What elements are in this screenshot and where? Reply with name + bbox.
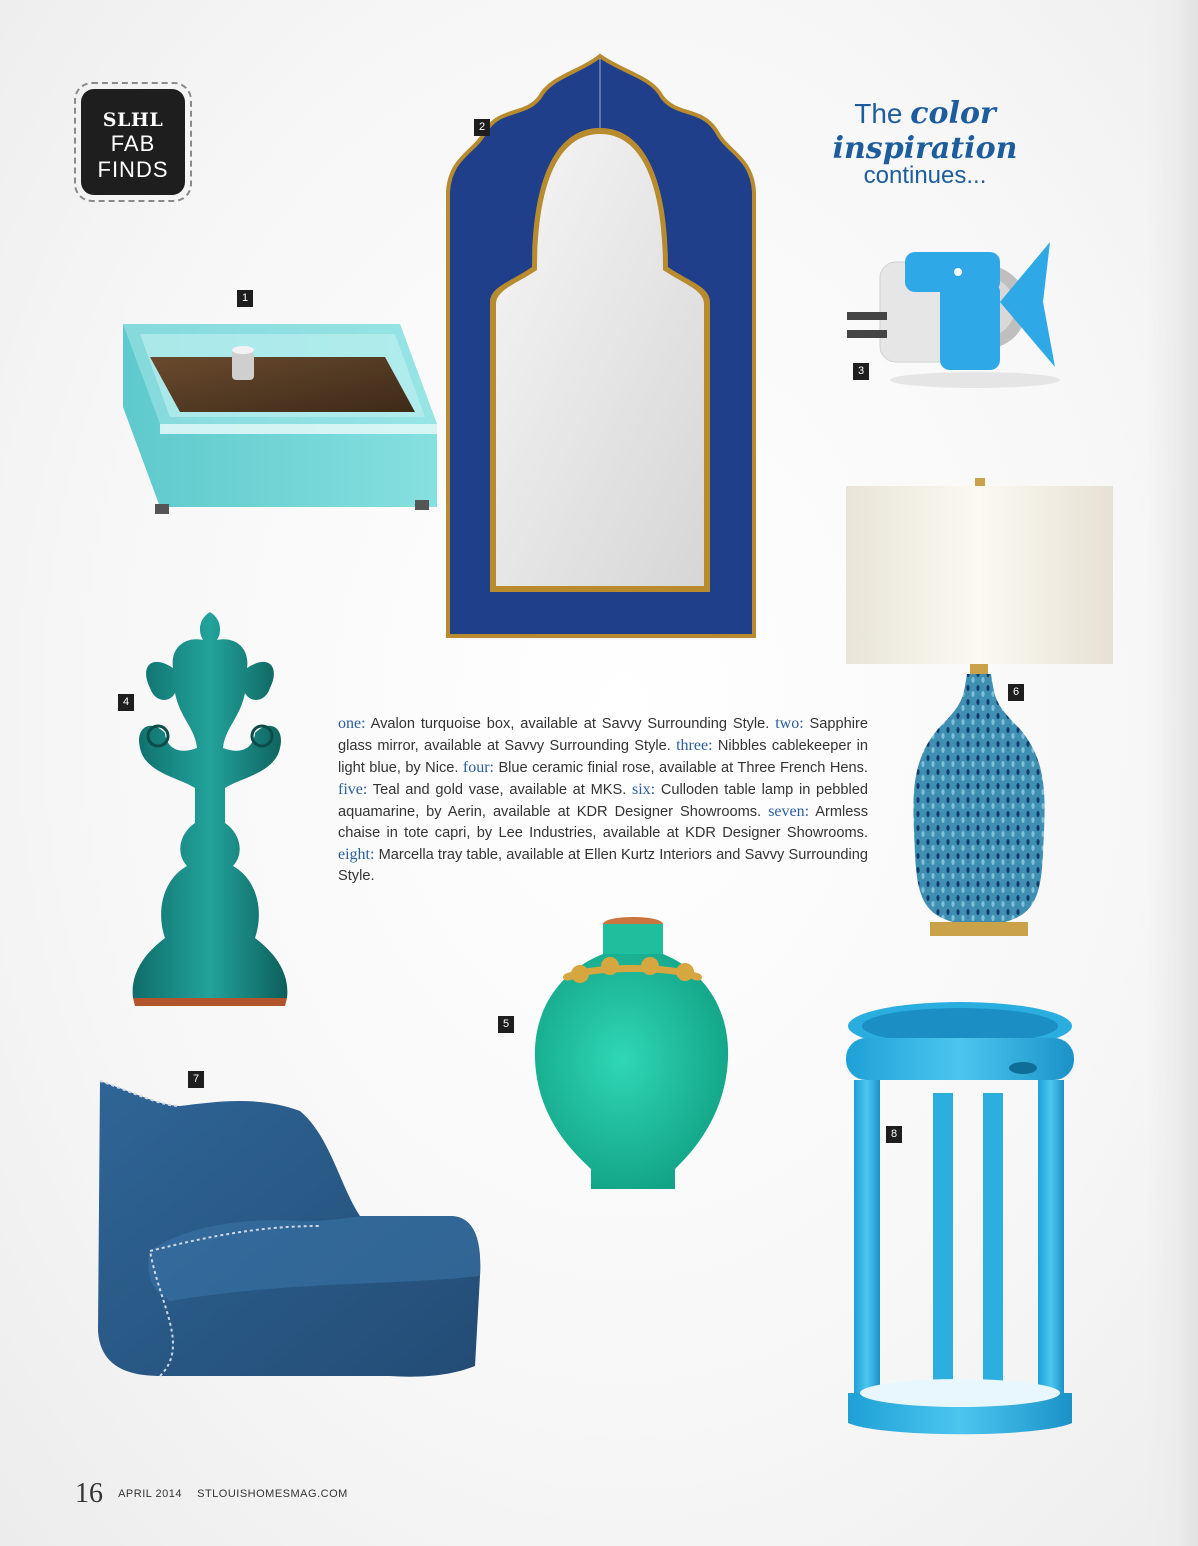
product-teal-vase	[525, 914, 735, 1199]
product-sapphire-mirror	[440, 52, 760, 642]
page-number: 16	[75, 1478, 103, 1509]
caption-text: Marcella tray table, available at Ellen Kurtz Interiors and Savvy Surrounding Style.	[338, 847, 868, 884]
product-ceramic-finial	[125, 608, 295, 1008]
product-caption	[338, 713, 868, 887]
caption-text: Teal and gold vase, available at MKS.	[367, 782, 632, 798]
product-number-1: 1	[237, 290, 253, 307]
page-gutter-shadow	[1146, 0, 1198, 1546]
product-number-8: 8	[886, 1126, 902, 1143]
caption-text: Nibbles cablekeeper in light blue, by Nice.	[338, 738, 868, 776]
caption-key: eight:	[338, 846, 375, 863]
headline-row1	[760, 96, 1090, 166]
product-number-3: 3	[853, 363, 869, 380]
badge-line3: FINDS	[97, 157, 169, 182]
badge-line2: FAB	[110, 131, 156, 156]
product-table-lamp	[845, 474, 1115, 944]
caption-text: Blue ceramic finial rose, available at Three French Hens.	[494, 760, 868, 776]
caption-key: one:	[338, 715, 366, 732]
badge-line1: SLHL	[102, 109, 164, 131]
product-number-4: 4	[118, 694, 134, 711]
product-number-7: 7	[188, 1071, 204, 1088]
caption-text: Armless chaise in tote capri, by Lee Industries, available at KDR Designer Showrooms.	[338, 804, 868, 841]
caption-text: Avalon turquoise box, available at Savvy Surrounding Style.	[365, 716, 776, 732]
product-number-2: 2	[474, 119, 490, 136]
caption-key: four:	[462, 759, 494, 776]
page-footer	[75, 1478, 348, 1510]
product-turquoise-box	[115, 312, 450, 522]
headline-color: color	[910, 96, 996, 131]
caption-key: three:	[676, 737, 713, 754]
product-cablekeeper	[845, 232, 1060, 392]
caption-text: Sapphire glass mirror, available at Savvy Surrounding Style.	[338, 716, 868, 754]
headline-the: The	[854, 98, 903, 129]
section-badge	[74, 82, 192, 202]
caption-key: six:	[632, 781, 656, 798]
headline-continues: continues...	[863, 162, 987, 189]
product-tray-table	[838, 998, 1083, 1438]
caption-key: two:	[775, 715, 804, 732]
headline-inspiration: inspiration	[832, 131, 1018, 166]
caption-key: seven:	[768, 803, 810, 820]
magazine-site: STLOUISHOMESMAG.COM	[197, 1488, 348, 1500]
product-number-5: 5	[498, 1016, 514, 1033]
product-armless-chaise	[90, 1076, 485, 1391]
product-number-6: 6	[1008, 684, 1024, 701]
caption-text: Culloden table lamp in pebbled aquamarine, by Aerin, available at KDR Designer Showrooms.	[338, 782, 868, 820]
issue-month: APRIL 2014	[118, 1488, 183, 1500]
badge-inner	[81, 89, 185, 195]
headline	[760, 96, 1090, 190]
caption-key: five:	[338, 781, 368, 798]
